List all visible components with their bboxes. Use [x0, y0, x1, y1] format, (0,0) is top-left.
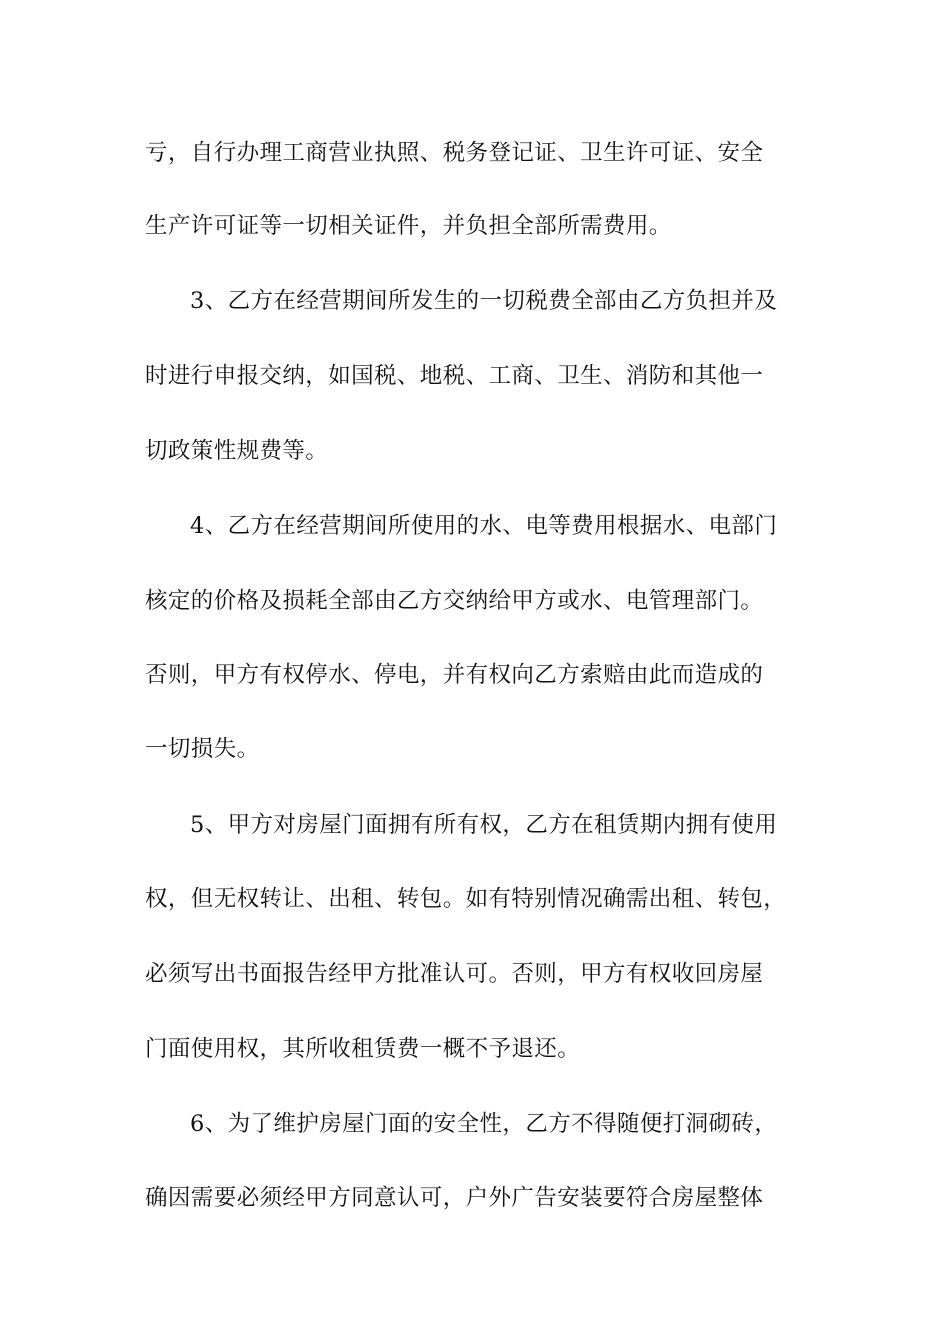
text-line: 切政策性规费等。 [145, 438, 329, 464]
paragraph-4-start: 4、乙方在经营期间所使用的水、电等费用根据水、电部门 [190, 513, 778, 539]
text-line: 门面使用权，其所收租赁费一概不予退还。 [145, 1036, 581, 1062]
text-line: 权，但无权转让、出租、转包。如有特别情况确需出租、转包， [145, 886, 787, 912]
paragraph-3-start: 3、乙方在经营期间所发生的一切税费全部由乙方负担并及 [190, 288, 778, 314]
text-line: 确因需要必须经甲方同意认可，户外广告安装要符合房屋整体 [145, 1185, 764, 1211]
text-line: 亏，自行办理工商营业执照、税务登记证、卫生许可证、安全 [145, 140, 764, 166]
text-line: 生产许可证等一切相关证件，并负担全部所需费用。 [145, 213, 672, 239]
paragraph-5-start: 5、甲方对房屋门面拥有所有权，乙方在租赁期内拥有使用 [190, 812, 778, 838]
text-line: 核定的价格及损耗全部由乙方交纳给甲方或水、电管理部门。 [145, 588, 764, 614]
text-line: 必须写出书面报告经甲方批准认可。否则，甲方有权收回房屋 [145, 961, 764, 987]
text-line: 一切损失。 [145, 736, 260, 762]
text-line: 否则，甲方有权停水、停电，并有权向乙方索赔由此而造成的 [145, 662, 764, 688]
text-line: 时进行申报交纳，如国税、地税、工商、卫生、消防和其他一 [145, 363, 764, 389]
paragraph-6-start: 6、为了维护房屋门面的安全性，乙方不得随便打洞砌砖， [190, 1111, 778, 1137]
